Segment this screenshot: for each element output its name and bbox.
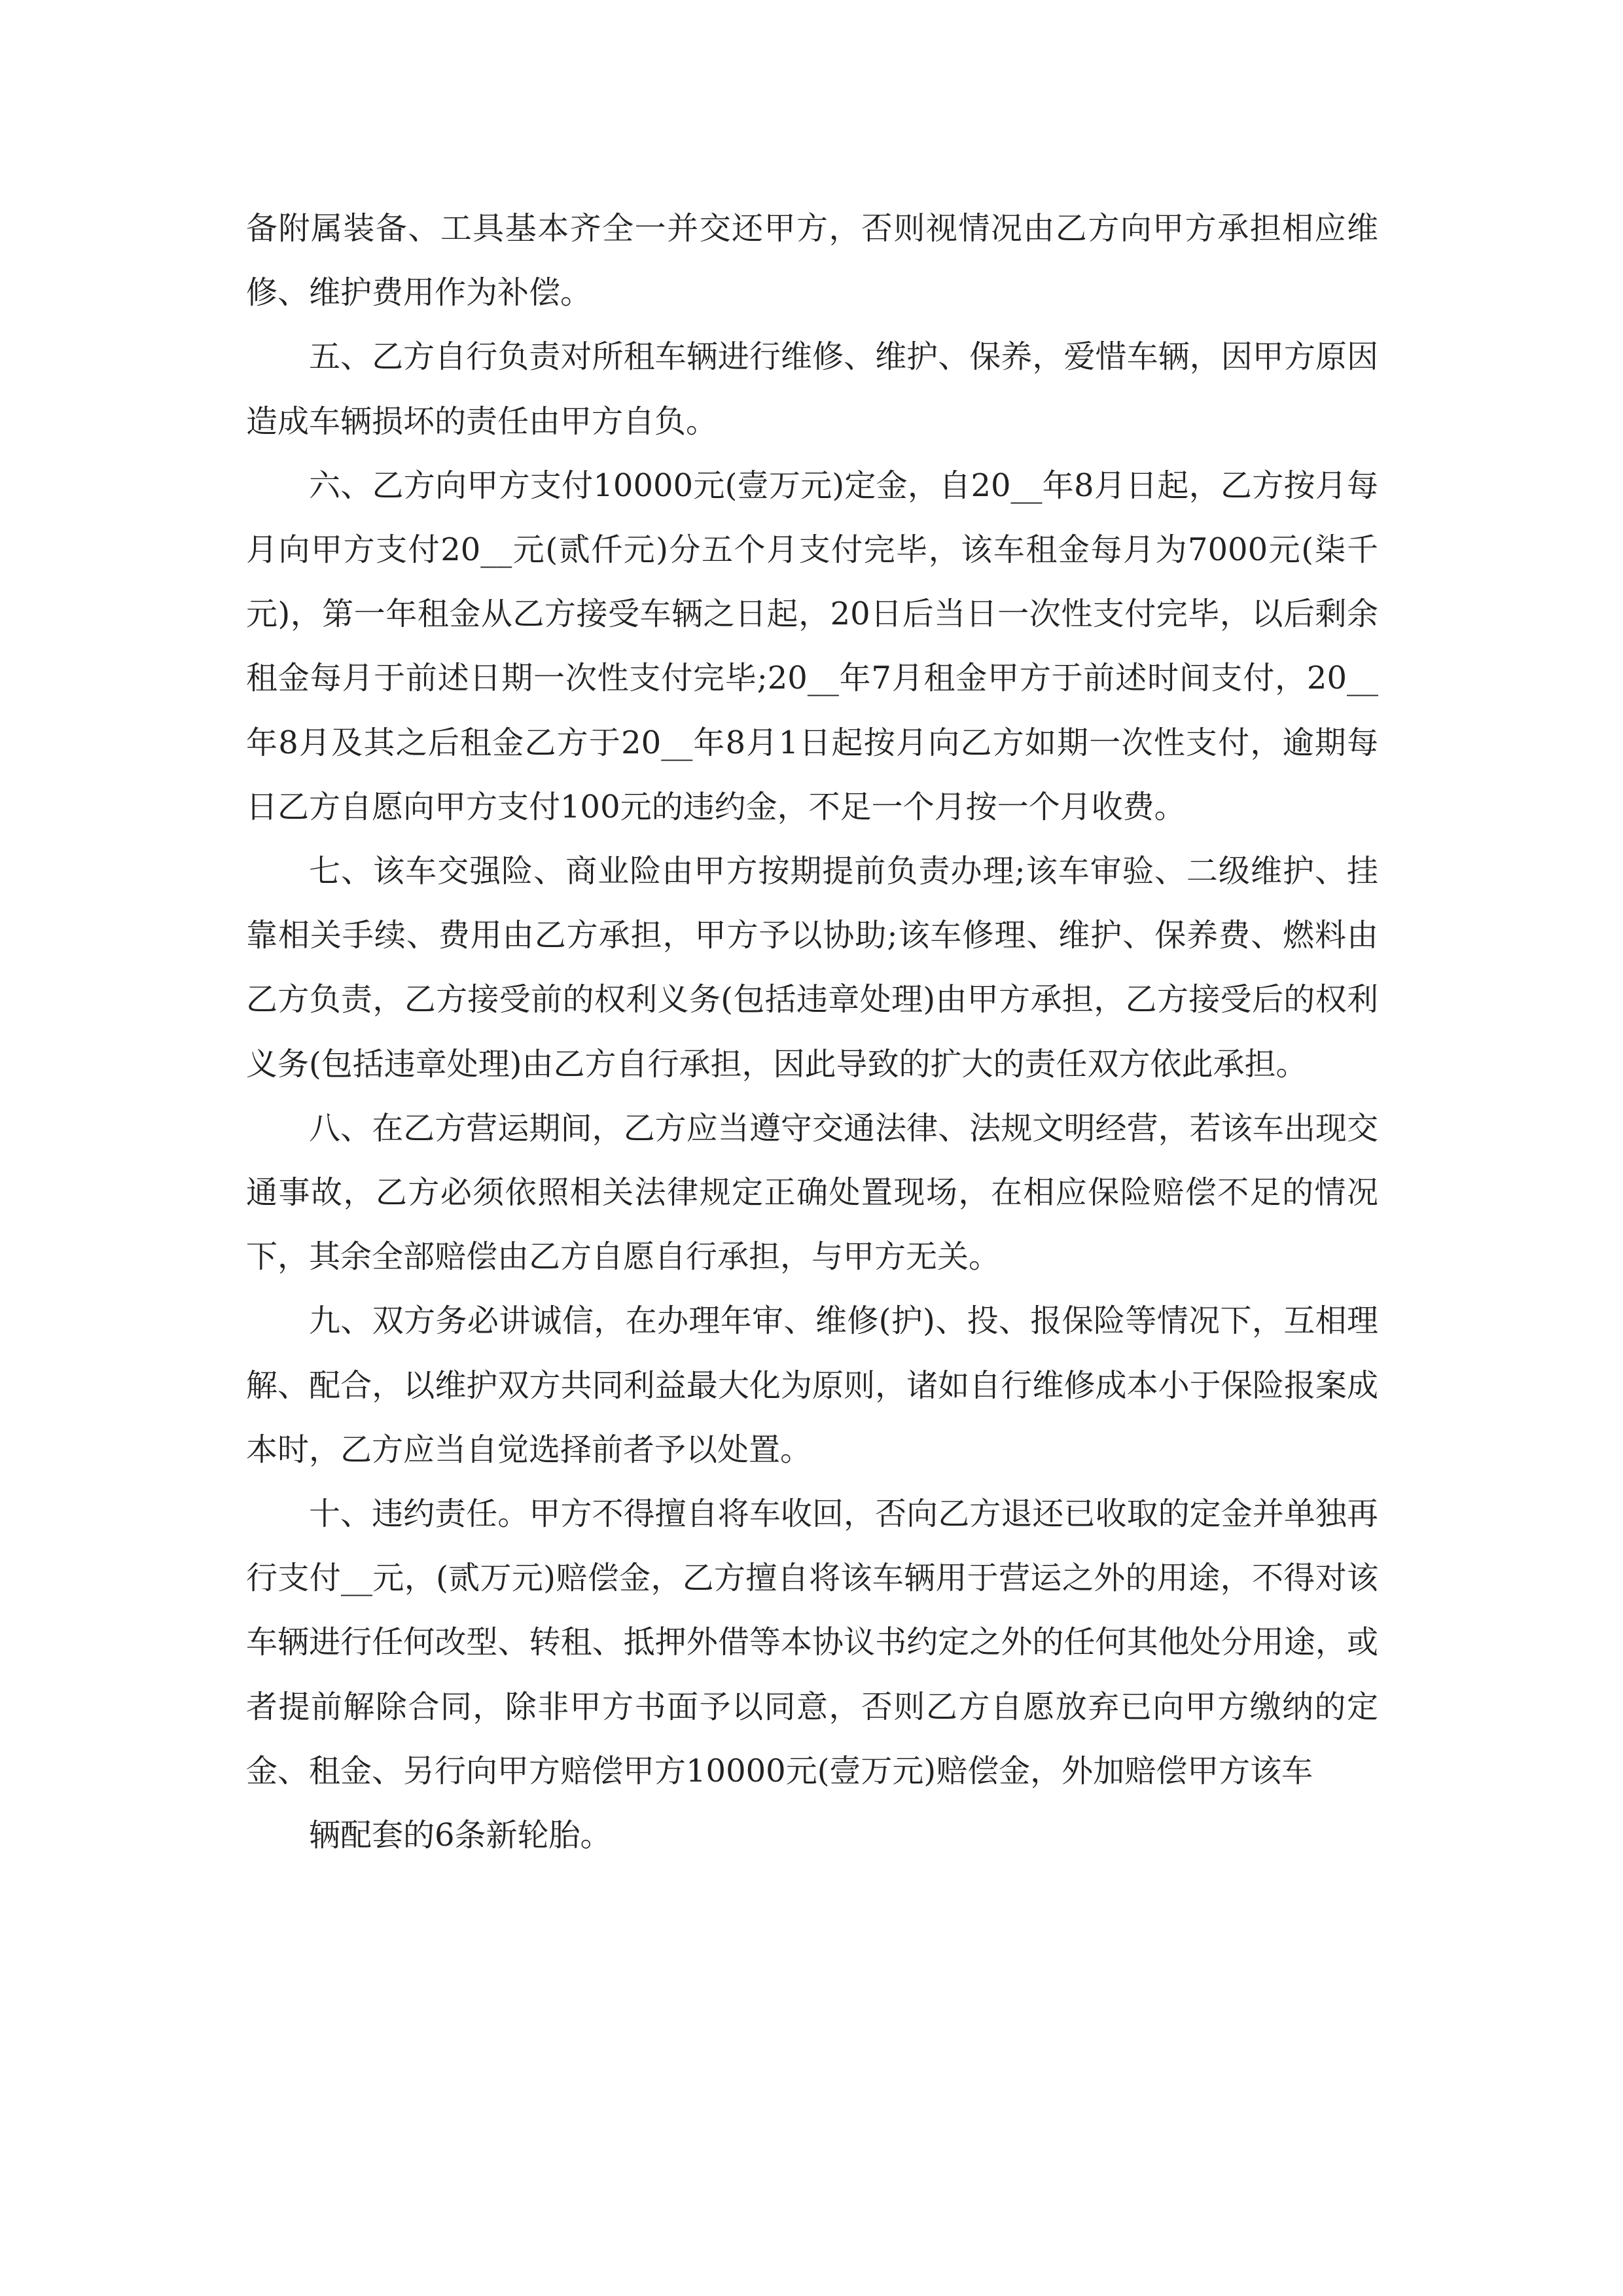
- paragraph-clause-8: 八、在乙方营运期间，乙方应当遵守交通法律、法规文明经营，若该车出现交通事故，乙方必须依照相关法律规定正确处置现场，在相应保险赔偿不足的情况下，其余全部赔偿由乙方自愿自行承担，与甲方无关。: [246, 1109, 1378, 1276]
- paragraph-clause-10: 十、违约责任。甲方不得擅自将车收回，否向乙方退还已收取的定金并单独再行支付__元，(贰万元)赔偿金，乙方擅自将该车辆用于营运之外的用途，不得对该车辆进行任何改型、转租、抵押外借等本协议书约定之外的任何其他处分用途，或者提前解除合同，除非甲方书面予以同意，否则乙方自愿放弃已向甲方缴纳的定金、租金、另行向甲方赔偿甲方10000元(壹万元)赔偿金，外加赔偿甲方该车: [246, 1496, 1378, 1789]
- paragraph-clause-5: 五、乙方自行负责对所租车辆进行维修、维护、保养，爱惜车辆，因甲方原因造成车辆损坏的责任由甲方自负。: [246, 338, 1378, 440]
- paragraph-clause-10-tail: 辆配套的6条新轮胎。: [309, 1817, 612, 1854]
- paragraph-clause-6: 六、乙方向甲方支付10000元(壹万元)定金，自20__年8月日起，乙方按月每月向甲方支付20__元(贰仟元)分五个月支付完毕，该车租金每月为7000元(柒千元)，第一年租金从乙方接受车辆之日起，20日后当日一次性支付完毕，以后剩余租金每月于前述日期一次性支付完毕;20__年7月租金甲方于前述时间支付，20__年8月及其之后租金乙方于20__年8月1日起按月向乙方如期一次性支付，逾期每日乙方自愿向甲方支付100元的违约金，不足一个月按一个月收费。: [246, 467, 1378, 825]
- paragraph-clause-9: 九、双方务必讲诚信，在办理年审、维修(护)、投、报保险等情况下，互相理解、配合，以维护双方共同利益最大化为原则，诸如自行维修成本小于保险报案成本时，乙方应当自觉选择前者予以处置。: [246, 1302, 1378, 1468]
- paragraph-continuation: 备附属装备、工具基本齐全一并交还甲方，否则视情况由乙方向甲方承担相应维修、维护费用作为补偿。: [246, 210, 1378, 312]
- paragraph-clause-7: 七、该车交强险、商业险由甲方按期提前负责办理;该车审验、二级维护、挂靠相关手续、费用由乙方承担，甲方予以协助;该车修理、维护、保养费、燃料由乙方负责，乙方接受前的权利义务(包括违章处理)由甲方承担，乙方接受后的权利义务(包括违章处理)由乙方自行承担，因此导致的扩大的责任双方依此承担。: [246, 853, 1378, 1083]
- document-body: [246, 196, 1378, 1867]
